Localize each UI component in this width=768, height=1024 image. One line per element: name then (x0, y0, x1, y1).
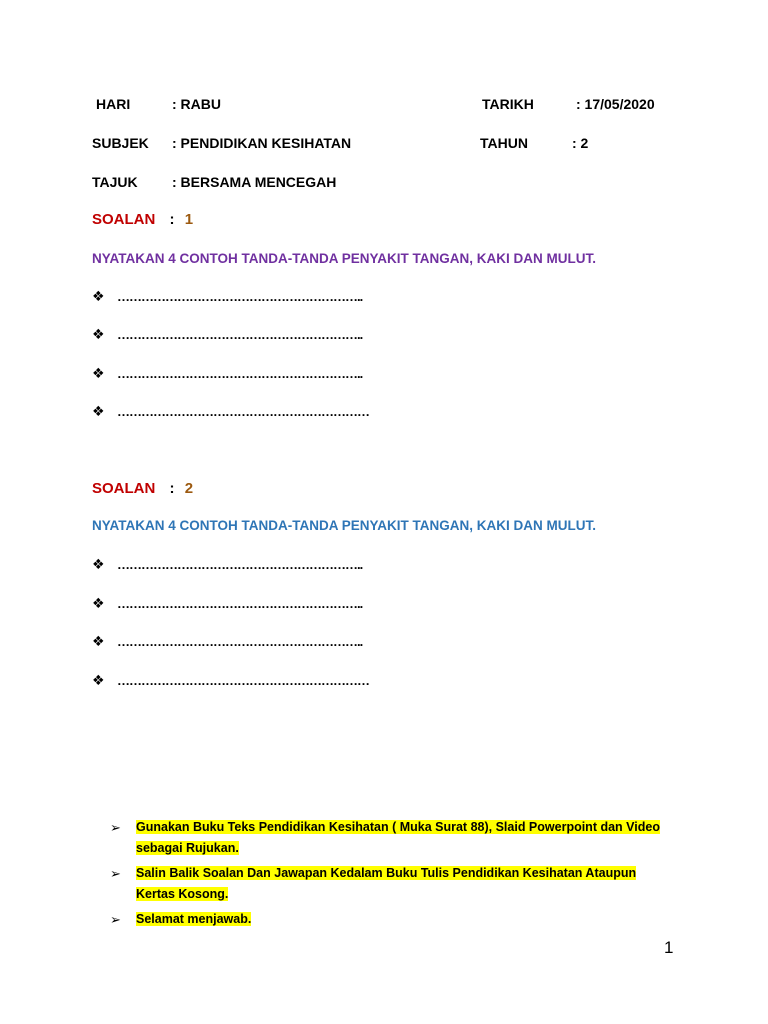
soalan-title: SOALAN (92, 480, 156, 497)
instruction-list (110, 817, 670, 934)
arrow-bullet-icon: ➢ (110, 912, 121, 927)
soalan-title: SOALAN (92, 211, 156, 228)
answer-blank: …………………………………………………….. (117, 327, 363, 342)
answer-line (92, 403, 369, 423)
soalan-number: 2 (184, 480, 194, 497)
question-text-2: NYATAKAN 4 CONTOH TANDA-TANDA PENYAKIT TANGAN, KAKI DAN MULUT. (92, 518, 596, 533)
answer-blank: …………………………………………………….. (117, 634, 363, 649)
tajuk-value: : BERSAMA MENCEGAH (172, 174, 337, 190)
answer-blank: ……………………………………………………… (117, 404, 369, 419)
answer-line (92, 633, 362, 653)
soalan-label-2 (92, 480, 193, 497)
answer-blank: ……………………………………………………… (117, 673, 369, 688)
instruction-item (110, 863, 670, 905)
instruction-item (110, 817, 670, 859)
diamond-bullet-icon: ❖ (92, 595, 105, 611)
soalan-separator: : (169, 211, 175, 228)
instruction-text: Gunakan Buku Teks Pendidikan Kesihatan ( Muka Surat 88), Slaid Powerpoint dan Video sebagai Rujukan. (136, 820, 660, 855)
diamond-bullet-icon: ❖ (92, 288, 105, 304)
instruction-text: Selamat menjawab. (136, 912, 252, 926)
diamond-bullet-icon: ❖ (92, 672, 105, 688)
answer-blank: …………………………………………………….. (117, 596, 363, 611)
arrow-bullet-icon: ➢ (110, 866, 121, 881)
arrow-bullet-icon: ➢ (110, 820, 121, 835)
tajuk-label: TAJUK (92, 174, 138, 190)
tahun-value: : 2 (572, 135, 589, 151)
hari-value: : RABU (172, 96, 221, 112)
page-number: 1 (664, 938, 674, 957)
answer-line (92, 556, 362, 576)
soalan-label-1 (92, 211, 193, 228)
hari-label: HARI (96, 96, 131, 112)
diamond-bullet-icon: ❖ (92, 365, 105, 381)
instruction-item (110, 909, 670, 930)
diamond-bullet-icon: ❖ (92, 403, 105, 419)
tarikh-label: TARIKH (482, 96, 534, 112)
subjek-value: : PENDIDIKAN KESIHATAN (172, 135, 352, 151)
answer-blank: …………………………………………………….. (117, 289, 363, 304)
tarikh-value: : 17/05/2020 (576, 96, 655, 112)
soalan-number: 1 (184, 211, 194, 228)
answer-line (92, 288, 362, 308)
answer-line (92, 365, 362, 385)
answer-line (92, 672, 369, 692)
question-text-1: NYATAKAN 4 CONTOH TANDA-TANDA PENYAKIT TANGAN, KAKI DAN MULUT. (92, 251, 596, 266)
soalan-separator: : (169, 480, 175, 497)
diamond-bullet-icon: ❖ (92, 633, 105, 649)
tahun-label: TAHUN (480, 135, 528, 151)
answer-blank: …………………………………………………….. (117, 366, 363, 381)
answer-blank: …………………………………………………….. (117, 557, 363, 572)
diamond-bullet-icon: ❖ (92, 556, 105, 572)
diamond-bullet-icon: ❖ (92, 326, 105, 342)
answer-line (92, 595, 362, 615)
answer-line (92, 326, 362, 346)
subjek-label: SUBJEK (92, 135, 149, 151)
instruction-text: Salin Balik Soalan Dan Jawapan Kedalam Buku Tulis Pendidikan Kesihatan Ataupun Kertas Kosong. (136, 866, 637, 901)
